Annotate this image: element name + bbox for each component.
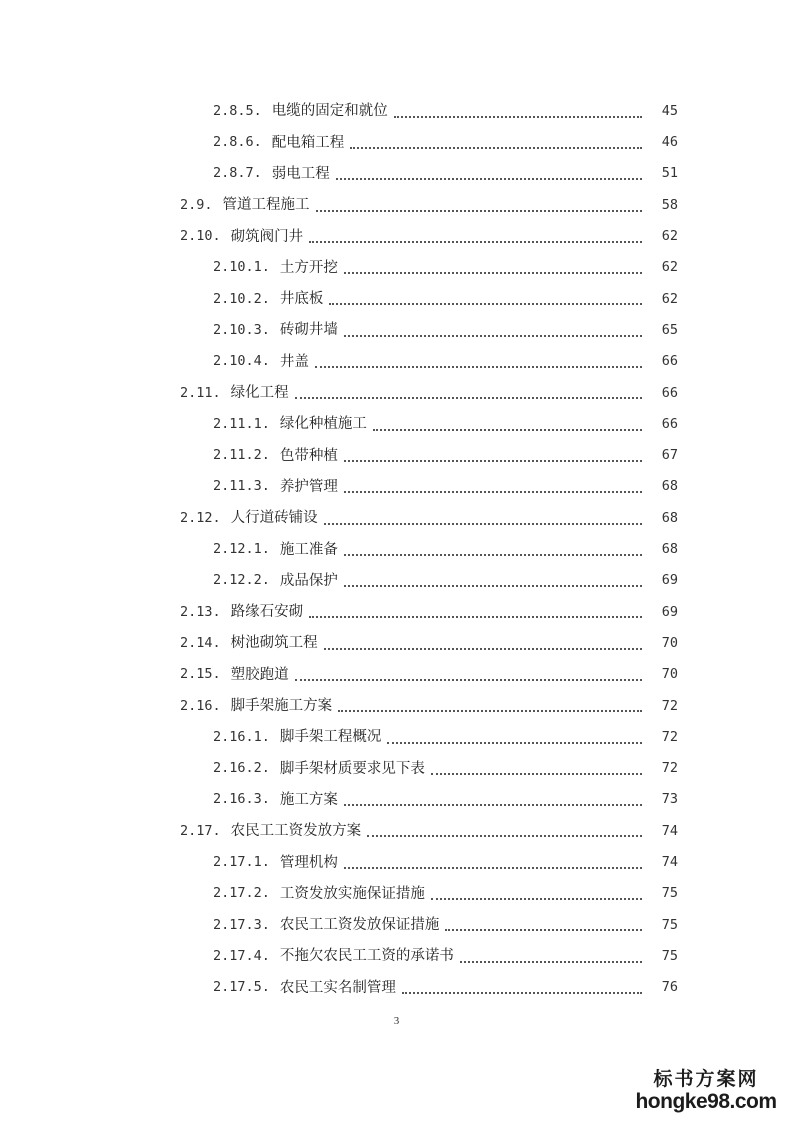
toc-entry-number: 2.17.4. (213, 947, 270, 964)
toc-entry-page: 66 (661, 353, 678, 370)
toc-entry-page: 68 (661, 509, 678, 526)
toc-dot-leader (295, 679, 642, 681)
toc-dot-leader (316, 210, 642, 212)
site-watermark (631, 1068, 781, 1114)
toc-entry-page: 62 (661, 259, 678, 276)
toc-entry-number: 2.11.1. (213, 415, 270, 432)
toc-entry[interactable] (0, 96, 793, 127)
toc-entry-page: 46 (661, 134, 678, 151)
toc-entry[interactable] (0, 503, 793, 534)
toc-entry-title: 脚手架施工方案 (230, 698, 333, 715)
toc-entry[interactable] (0, 284, 793, 315)
toc-dot-leader (309, 241, 642, 243)
toc-entry-number: 2.17.2. (213, 885, 270, 902)
toc-entry[interactable] (0, 159, 793, 190)
toc-entry-title: 井盖 (279, 353, 309, 370)
toc-dot-leader (394, 116, 642, 118)
toc-entry-number: 2.16.3. (213, 791, 270, 808)
toc-entry[interactable] (0, 378, 793, 409)
toc-entry-page: 75 (661, 916, 678, 933)
toc-entry[interactable] (0, 597, 793, 628)
toc-entry[interactable] (0, 878, 793, 909)
toc-entry-number: 2.16.2. (213, 760, 270, 777)
toc-entry-number: 2.12.2. (213, 572, 270, 589)
toc-entry-title: 色带种植 (279, 447, 338, 464)
toc-entry-number: 2.11.3. (213, 478, 270, 495)
toc-dot-leader (431, 773, 642, 775)
toc-entry-number: 2.17.3. (213, 916, 270, 933)
toc-dot-leader (373, 429, 642, 431)
toc-entry-page: 72 (661, 760, 678, 777)
toc-dot-leader (338, 710, 642, 712)
toc-entry-page: 45 (661, 102, 678, 119)
toc-entry-number: 2.16. (180, 697, 221, 714)
toc-entry[interactable] (0, 252, 793, 283)
toc-dot-leader (324, 523, 642, 525)
toc-entry-page: 74 (661, 822, 678, 839)
toc-dot-leader (344, 585, 642, 587)
toc-entry-page: 68 (661, 478, 678, 495)
toc-entry-page: 70 (661, 666, 678, 683)
toc-entry-title: 脚手架工程概况 (279, 729, 382, 746)
toc-entry-number: 2.8.6. (213, 134, 262, 151)
toc-entry-page: 75 (661, 947, 678, 964)
page-number: 3 (393, 1015, 400, 1027)
watermark-url: hongke98.com (635, 1090, 777, 1113)
toc-entry[interactable] (0, 785, 793, 816)
toc-dot-leader (295, 397, 642, 399)
toc-entry[interactable] (0, 472, 793, 503)
toc-entry[interactable] (0, 190, 793, 221)
toc-entry[interactable] (0, 659, 793, 690)
toc-dot-leader (367, 835, 642, 837)
toc-dot-leader (315, 366, 642, 368)
toc-entry-page: 67 (661, 447, 678, 464)
toc-entry[interactable] (0, 127, 793, 158)
toc-entry-title: 砖砌井墙 (279, 322, 338, 339)
toc-dot-leader (431, 898, 642, 900)
toc-entry-number: 2.10.1. (213, 259, 270, 276)
toc-entry-title: 不拖欠农民工工资的承诺书 (279, 948, 454, 965)
toc-entry-page: 62 (661, 290, 678, 307)
toc-dot-leader (387, 742, 642, 744)
toc-entry-title: 弱电工程 (271, 165, 330, 182)
toc-dot-leader (344, 804, 642, 806)
toc-entry-title: 塑胶跑道 (230, 666, 289, 683)
toc-entry-page: 69 (661, 603, 678, 620)
toc-dot-leader (344, 491, 642, 493)
toc-entry-title: 树池砌筑工程 (230, 635, 318, 652)
toc-entry-page: 68 (661, 541, 678, 558)
toc-dot-leader (344, 335, 642, 337)
toc-entry-number: 2.8.5. (213, 102, 262, 119)
toc-entry-page: 66 (661, 415, 678, 432)
toc-entry[interactable] (0, 534, 793, 565)
toc-entry[interactable] (0, 221, 793, 252)
toc-entry-number: 2.12. (180, 509, 221, 526)
toc-entry-number: 2.17. (180, 822, 221, 839)
toc-entry-title: 土方开挖 (279, 259, 338, 276)
toc-entry-title: 绿化种植施工 (279, 416, 367, 433)
toc-entry-title: 管道工程施工 (222, 197, 310, 214)
toc-entry-number: 2.17.5. (213, 979, 270, 996)
toc-entry-number: 2.11. (180, 384, 221, 401)
toc-entry[interactable] (0, 753, 793, 784)
toc-dot-leader (324, 648, 642, 650)
toc-entry-number: 2.16.1. (213, 728, 270, 745)
toc-entry[interactable] (0, 910, 793, 941)
watermark-site-name: 标书方案网 (653, 1068, 759, 1090)
toc-entry-page: 74 (661, 854, 678, 871)
toc-entry-title: 绿化工程 (230, 385, 289, 402)
toc-entry-page: 72 (661, 697, 678, 714)
toc-entry-number: 2.13. (180, 603, 221, 620)
toc-entry-number: 2.15. (180, 666, 221, 683)
toc-entry-number: 2.14. (180, 634, 221, 651)
toc-dot-leader (344, 867, 642, 869)
toc-entry[interactable] (0, 409, 793, 440)
toc-dot-leader (336, 178, 642, 180)
toc-entry[interactable] (0, 346, 793, 377)
toc-entry[interactable] (0, 565, 793, 596)
toc-dot-leader (350, 147, 642, 149)
toc-entry-title: 成品保护 (279, 572, 338, 589)
toc-entry-number: 2.9. (180, 196, 213, 213)
toc-entry-number: 2.8.7. (213, 165, 262, 182)
toc-entry-title: 农民工工资发放方案 (230, 823, 362, 840)
toc-dot-leader (460, 961, 642, 963)
toc-entry-page: 73 (661, 791, 678, 808)
toc-entry-page: 69 (661, 572, 678, 589)
toc-entry-page: 66 (661, 384, 678, 401)
toc-entry[interactable] (0, 972, 793, 1003)
toc-entry-number: 2.10.4. (213, 353, 270, 370)
toc-entry-title: 施工准备 (279, 541, 338, 558)
toc-dot-leader (344, 460, 642, 462)
toc-entry-title: 井底板 (279, 291, 324, 308)
toc-dot-leader (402, 992, 642, 994)
toc-entry[interactable] (0, 440, 793, 471)
toc-entry[interactable] (0, 315, 793, 346)
toc-entry-page: 70 (661, 634, 678, 651)
toc-entry-title: 脚手架材质要求见下表 (279, 760, 425, 777)
toc-entry-title: 配电箱工程 (271, 134, 345, 151)
toc-entry-page: 76 (661, 979, 678, 996)
toc-entry-title: 砌筑阀门井 (230, 228, 304, 245)
toc-dot-leader (329, 303, 642, 305)
toc-entry[interactable] (0, 691, 793, 722)
toc-entry-title: 工资发放实施保证措施 (279, 885, 425, 902)
toc-entry[interactable] (0, 722, 793, 753)
toc-entry-number: 2.10.3. (213, 321, 270, 338)
toc-entry-title: 管理机构 (279, 854, 338, 871)
toc-entry[interactable] (0, 941, 793, 972)
toc-entry-title: 施工方案 (279, 791, 338, 808)
toc-entry-number: 2.10. (180, 228, 221, 245)
toc-entry-page: 51 (661, 165, 678, 182)
toc-dot-leader (344, 272, 642, 274)
toc-entry-number: 2.11.2. (213, 447, 270, 464)
toc-entry-number: 2.12.1. (213, 541, 270, 558)
toc-entry[interactable] (0, 847, 793, 878)
toc-entry-number: 2.10.2. (213, 290, 270, 307)
toc-entry-title: 电缆的固定和就位 (271, 103, 388, 120)
toc-entry[interactable] (0, 628, 793, 659)
toc-entry-title: 路缘石安砌 (230, 604, 304, 621)
toc-entry-title: 人行道砖铺设 (230, 510, 318, 527)
toc-dot-leader (309, 616, 642, 618)
toc-entry-page: 58 (661, 196, 678, 213)
toc-entry[interactable] (0, 816, 793, 847)
toc-entry-page: 75 (661, 885, 678, 902)
toc-entry-page: 62 (661, 228, 678, 245)
toc-entry-page: 72 (661, 728, 678, 745)
toc-entry-number: 2.17.1. (213, 854, 270, 871)
toc-entry-title: 农民工实名制管理 (279, 979, 396, 996)
toc-dot-leader (344, 554, 642, 556)
toc-dot-leader (445, 929, 642, 931)
toc-entry-title: 养护管理 (279, 478, 338, 495)
toc-entry-page: 65 (661, 321, 678, 338)
toc-entry-title: 农民工工资发放保证措施 (279, 917, 440, 934)
table-of-contents (0, 96, 793, 1004)
